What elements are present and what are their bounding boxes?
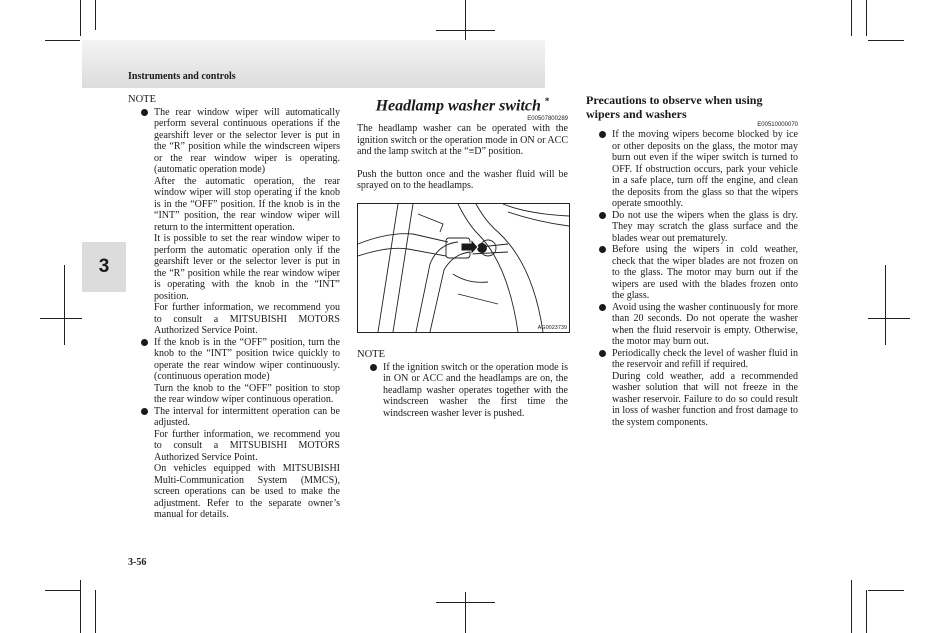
note-text: After the automatic operation, the rear window wiper will stop operating if the knob is in the “OFF” position. If the knob is in the “INT” position, the rear window wiper will return to the intermittent operation. xyxy=(154,175,340,233)
middle-column xyxy=(357,92,568,192)
precaution-bullet xyxy=(586,302,798,348)
note-text: It is possible to set the rear window wiper to perform the automatic operation only if the gearshift lever or the selector lever is put in the “R” position while the rear window wiper is operating with the knob in the “INT” position. xyxy=(154,233,340,302)
left-column xyxy=(128,94,340,521)
note-text: For further information, we recommend you to consult a MITSUBISHI MOTORS Authorized Service Point. xyxy=(154,302,340,336)
note-label: NOTE xyxy=(357,349,385,360)
title-text: Headlamp washer switch xyxy=(375,97,541,115)
body-paragraph: Push the button once and the washer fluid will be sprayed on to the headlamps. xyxy=(357,168,568,192)
headlamp-washer-figure xyxy=(357,203,570,333)
note-bullet xyxy=(128,337,340,406)
note-text: If the ignition switch or the operation mode is in ON or ACC and the headlamps are on, the headlamp washer operates together with the windscreen washer the first time the windscreen washer lever is pushed. xyxy=(383,361,568,419)
precautions-title: Precautions to observe when using wipers and washers xyxy=(586,93,763,121)
precaution-bullet xyxy=(586,348,798,429)
doc-code: E00510000070 xyxy=(757,122,798,128)
precaution-bullet xyxy=(586,210,798,245)
section-title: Instruments and controls xyxy=(128,71,236,82)
note-text: On vehicles equipped with MITSUBISHI Multi-Communication System (MMCS), screen operations can be used to make the adjustment. Refer to the separate owner’s manual for details. xyxy=(154,463,340,520)
dashboard-illustration-icon xyxy=(358,204,569,332)
note-bullet xyxy=(128,107,340,337)
precaution-bullet xyxy=(586,244,798,302)
precaution-text: Before using the wipers in cold weather, check that the wiper blades are not frozen on to the glass. The motor may burn out if the wipers are used with the blades frozen onto the glass. xyxy=(612,244,798,301)
note-bullet xyxy=(357,362,568,420)
doc-code: E00507800289 xyxy=(527,116,568,123)
middle-note xyxy=(357,349,568,419)
title-mark: * xyxy=(544,96,550,106)
note-text: Turn the knob to the “OFF” position to stop the rear window wiper continuous operation. xyxy=(154,382,340,405)
precaution-text: Periodically check the level of washer fluid in the reservoir and refill if required. xyxy=(612,347,798,370)
figure-code: AG0023739 xyxy=(537,325,567,331)
precaution-text: If the moving wipers become blocked by ice or other deposits on the glass, the motor may burn out even if the wiper switch is turned to OFF. If obstruction occurs, park your vehicle in a safe place, turn off the engine, and clean the deposits from the glass so that the wipers operate smoothly. xyxy=(612,129,798,209)
note-text: The rear window wiper will automatically perform several continuous operations if the gearshift lever or the selector lever is put in the “R” position while the windscreen wipers or the rear window wiper is operating. (automatic operation mode) xyxy=(154,106,340,175)
note-text: If the knob is in the “OFF” position, turn the knob to the “INT” position twice quickly to operate the rear window wiper continuously. (continuous operation mode) xyxy=(154,336,340,382)
note-bullet xyxy=(128,406,340,521)
note-label: NOTE xyxy=(128,94,156,105)
precaution-bullet xyxy=(586,129,798,210)
precaution-text: Avoid using the washer continuously for more than 20 seconds. Do not operate the washer when the fluid reservoir is empty. Otherwise, the motor may burn out. xyxy=(612,301,798,347)
precaution-text: During cold weather, add a recommended washer solution that will not freeze in the washer reservoir. Failure to do so could result in loss of washer function and frost damage to the system components. xyxy=(612,370,798,428)
precaution-text: Do not use the wipers when the glass is dry. They may scratch the glass surface and the blades wear out prematurely. xyxy=(612,209,798,244)
note-text: For further information, we recommend you to consult a MITSUBISHI MOTORS Authorized Service Point. xyxy=(154,428,340,463)
note-text: The interval for intermittent operation can be adjusted. xyxy=(154,405,340,428)
right-column xyxy=(586,93,798,428)
body-paragraph: The headlamp washer can be operated with the ignition switch or the operation mode in ON or ACC and the lamp switch at the “≡D” position. xyxy=(357,123,568,158)
headlamp-washer-title xyxy=(357,92,568,115)
page-number: 3-56 xyxy=(128,557,147,568)
chapter-tab: 3 xyxy=(82,242,126,292)
